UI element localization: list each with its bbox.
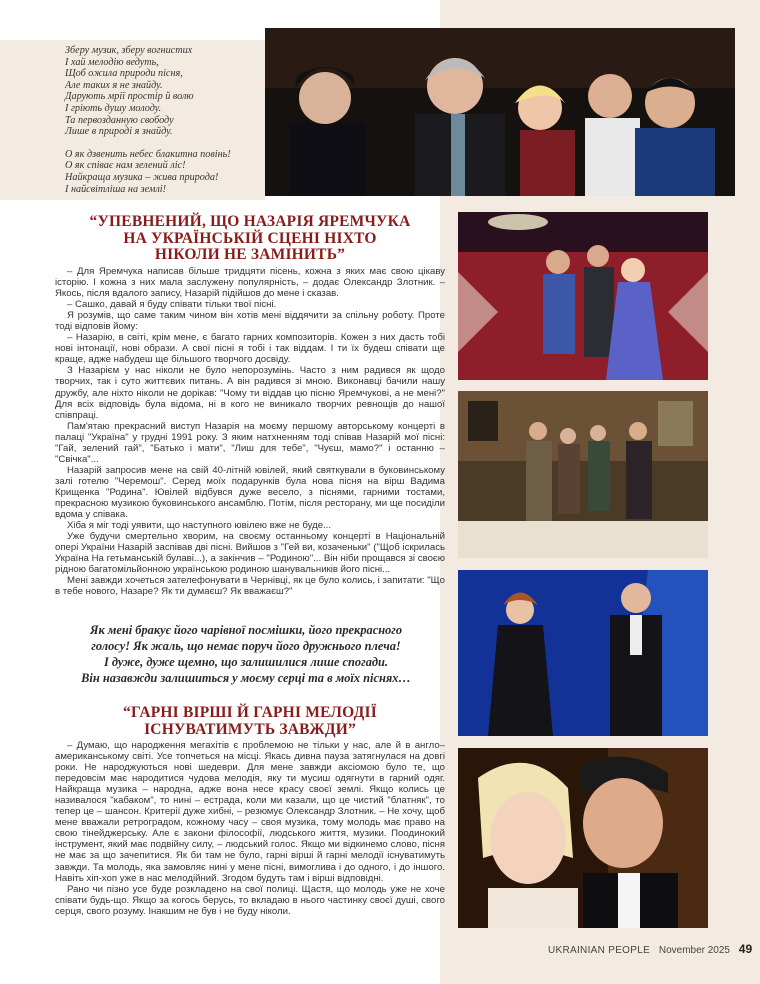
paragraph: Уже будучи смертельно хворим, на своєму останньому концерті в Національній опері України Назарій заспівав дві пісні. Вийшов з "Гей ви, козаченьки" ("Щоб іскрилась Україна На гетьманській булаві...), а закінчив – "Родиною"... Він ніби прощався зі своєю рідною багатомільйонною українською родиною шанувальників його пісні... bbox=[55, 531, 445, 576]
quote-line: голосу! Як жаль, що немає поруч його дружнього плеча! bbox=[91, 639, 401, 653]
paragraph: Пам'ятаю прекрасний виступ Назарія на моєму першому авторському концерті в палаці "Україна" у грудні 1991 року. З яким натхненням тоді співав Назарій мої пісні: "Гай, зелений гай", "Батько і мати", "Лиш для тебе", "Чуєш, мамо?" і останню – "Свічка"... bbox=[55, 420, 445, 465]
quote-line: Як мені бракує його чарівної посмішки, його прекрасного bbox=[89, 623, 403, 637]
pull-quote bbox=[45, 622, 447, 686]
paragraph: Назарій запросив мене на свій 40-літній ювілей, який святкували в буковинському залі готелю "Черемош". Серед моїх подарунків була нова пісня на вірш Вадима Крищенка "Родина". Ювілей відбувся дуже весело, з піснями, гарними тостами, прекрасною музикою буковинського ансамблю. Потім, після ресторану, ми ще посиділи вдома у співака. bbox=[55, 464, 445, 521]
heading-line: “ГАРНІ ВІРШІ Й ГАРНІ МЕЛОДІЇ bbox=[123, 704, 377, 721]
poem-stanza-2 bbox=[65, 149, 265, 195]
issue-date: November 2025 bbox=[658, 945, 730, 956]
paragraph: – Назарію, в світі, крім мене, є багато гарних композиторів. Кожен з них дасть тобі нові інтонації, нові образи. А свої пісні я тобі і так віддам. І ти їх будеш співати ще краще, адже набудеш ще більшого творчого досвіду. bbox=[55, 332, 445, 366]
quote-line: Він назавжди залишиться у моєму серці та в моїх піснях… bbox=[81, 671, 411, 685]
quote-line: І дуже, дуже щемно, що залишилися лише спогади. bbox=[103, 655, 389, 669]
house-photo bbox=[458, 391, 708, 558]
stage-photo-1 bbox=[458, 212, 708, 380]
paragraph: З Назарієм у нас ніколи не було непорозумінь. Часто з ним радився як щодо творчих, так і суто життєвих питань. А він радився зі мною. Виконавці бачили нашу дружбу, але ніхто ніколи не дорікав: "Чому ти віддав цю пісню Яремчукові, а не мені?" Для всіх відповідь була відома, ні в кого не виникало творчих ревнощів до нашої співпраці. bbox=[55, 365, 445, 421]
heading-line: “УПЕВНЕНИЙ, ЩО НАЗАРІЯ ЯРЕМЧУКА bbox=[89, 213, 411, 230]
poem-line: Та первозданную свободу bbox=[65, 114, 174, 126]
heading-line: ІСНУВАТИМУТЬ ЗАВЖДИ” bbox=[144, 720, 356, 738]
paragraph: – Думаю, що народження мегахітів є проблемою не тільки у нас, але й в англо–американському світі. Усе топчеться на місці. Якась дивна пауза затягнулася на довгі роки. Не народжуються нові шедеври. Для мене завжди аксіомою було те, що передовсім має народитися чудова мелодія, яку ти мусиш одягнути в гарний одяг. Найкраща музика – народна, адже вона несе красу своєї землі. Якщо колись це називалося "кабаком", то нині – естрада, коли ми казали, що це чистий "блатняк", то тепер це – шансон. Критерії дуже хибні, – резюмує Олександр Злотник. – Не хочу, щоб мене вважали ретроградом, кожному часу – своя музика, тому молодь має право на свою тінейджерську. Але є закони філософії, людського життя, музики. Поодинокий інструмент, який має подвійну силу, – людський голос. Якщо ми відкинемо слово, пісня не має за що зачепитися. Як би там не було, гарні вірші й гарні мелодії існуватимуть завжди. Та молодь, яка замовляє нині у мене пісні, вимоглива і до одного, і до іншого. Навіть хіп-хоп уже в нас мелодійний. Згодом будуть там і вірші відповідні. bbox=[55, 740, 445, 884]
page-footer bbox=[548, 942, 752, 956]
couple-photo bbox=[458, 748, 708, 928]
section-heading-2 bbox=[50, 705, 450, 738]
poem-line: Лише в природі я знайду. bbox=[65, 126, 173, 138]
heading-line: НІКОЛИ НЕ ЗАМІНИТЬ” bbox=[154, 246, 346, 263]
heading-line: НА УКРАЇНСЬКІЙ СЦЕНІ НІХТО bbox=[123, 229, 377, 247]
paragraph: – Сашко, давай я буду співати тільки твої пісні. bbox=[67, 299, 277, 311]
poem-line: Найкраща музика – жива природа! bbox=[65, 171, 219, 183]
poem-line: І гріють душу молоду. bbox=[65, 102, 162, 114]
paragraph: – Для Яремчука написав більше тридцяти пісень, кожна з яких має свою цікаву історію. І кожна з них мала заслужену популярність, – додає Олександр Злотник. – Якось, після вдалого запису, Назарій підійшов до мене і сказав. bbox=[55, 266, 445, 300]
stage-photo-2 bbox=[458, 570, 708, 736]
poem-line: О як співає нам зелений ліс! bbox=[65, 160, 186, 172]
article-body-2 bbox=[55, 740, 445, 917]
poem bbox=[65, 45, 265, 206]
article-body-1 bbox=[55, 266, 445, 597]
paragraph: Я розумів, що саме таким чином він хотів мені віддячити за спільну роботу. Проте тоді відповів йому: bbox=[55, 310, 445, 333]
paragraph: Рано чи пізно усе буде розкладено на свої полиці. Щастя, що молодь уже не хоче співати будь-що. Якщо за когось берусь, то вкладаю в нього частинку своєї душі, свого серця, свого розуму. Інакшим не був і не буду ніколи. bbox=[55, 883, 445, 917]
poem-line: Дарують мрії простір й волю bbox=[65, 91, 194, 103]
poem-line: Щоб ожила природи пісня, bbox=[65, 68, 183, 80]
poem-line: Але таких я не знайду. bbox=[65, 79, 163, 91]
paragraph: Мені завжди хочеться зателефонувати в Чернівці, як це було колись, і запитати: "Що в тебе нового, Назаре? Як ти думаєш? Як вважаєш?" bbox=[55, 575, 445, 598]
poem-line: І хай мелодію ведуть, bbox=[65, 56, 159, 68]
page-number: 49 bbox=[738, 942, 753, 956]
poem-line: Зберу музик, зберу вогнистих bbox=[65, 45, 193, 56]
group-photo bbox=[265, 28, 735, 196]
publication-name: UKRAINIAN PEOPLE bbox=[548, 945, 651, 956]
section-heading-1 bbox=[50, 214, 450, 264]
poem-stanza-1 bbox=[65, 45, 265, 138]
poem-line: І найсвітліша на землі! bbox=[65, 183, 167, 195]
poem-line: О як дзвенить небес блакитна повінь! bbox=[65, 148, 231, 160]
paragraph: Хіба я міг тоді уявити, що наступного ювілею вже не буде... bbox=[67, 520, 332, 532]
